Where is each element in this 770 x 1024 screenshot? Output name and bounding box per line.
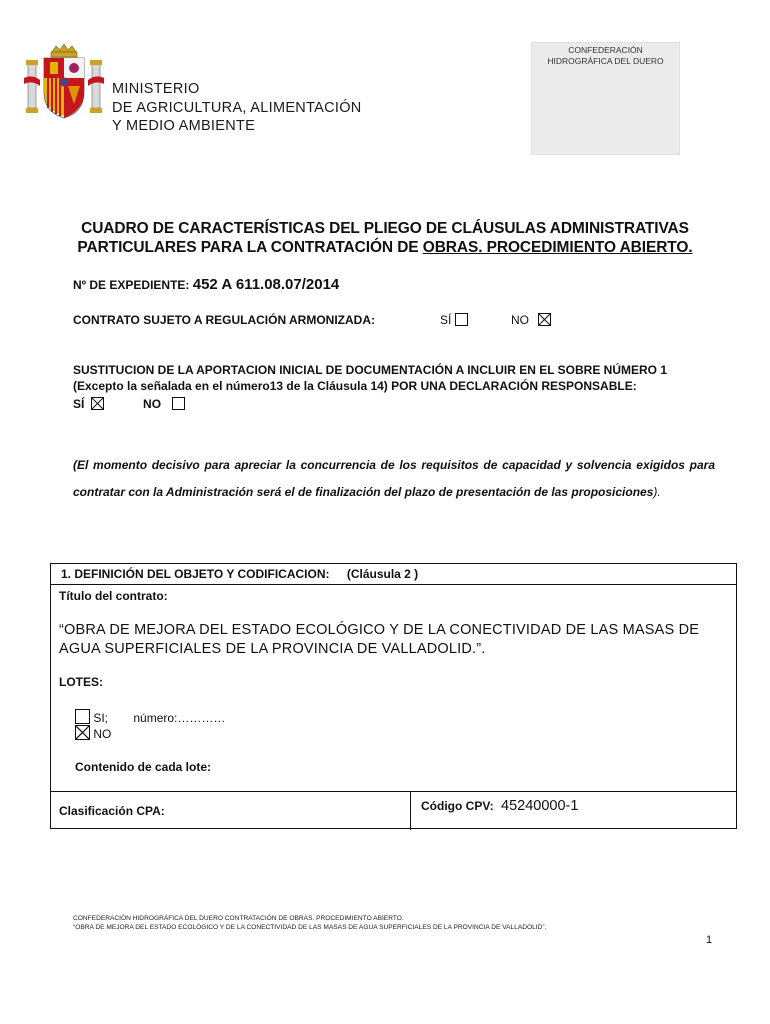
confederation-name bbox=[532, 45, 679, 67]
lotes-no-label: NO bbox=[93, 727, 112, 741]
title-line-1: CUADRO DE CARACTERÍSTICAS DEL PLIEGO DE CLÁUSULAS ADMINISTRATIVAS bbox=[81, 220, 689, 237]
regulacion-no-label: NO bbox=[511, 313, 529, 327]
section-1-clause: (Cláusula 2 ) bbox=[346, 567, 419, 581]
momento-text: (El momento decisivo para apreciar la concurrencia de los requisitos de capacidad y solvencia exigidos para contratar con la Administración será el de finalización del plazo de presentación de las proposiciones bbox=[73, 458, 715, 499]
expediente-value: 452 A 611.08.07/2014 bbox=[192, 276, 340, 293]
expediente-row bbox=[73, 276, 339, 293]
sustitucion-block bbox=[73, 362, 667, 412]
confederation-line-1: CONFEDERACIÓN bbox=[568, 45, 643, 55]
lotes-si-option bbox=[75, 709, 225, 725]
regulacion-no-checkbox[interactable] bbox=[538, 313, 551, 326]
titulo-label: Título del contrato: bbox=[59, 589, 168, 603]
clasificacion-row bbox=[51, 791, 736, 829]
footer-line-1: CONFEDERACIÓN HIDROGRÁFICA DEL DUERO CONTRATACIÓN DE OBRAS. PROCEDIMIENTO ABIERTO. bbox=[73, 915, 404, 922]
cpv-label: Código CPV: bbox=[421, 799, 494, 813]
cross-mark-icon bbox=[76, 726, 89, 739]
document-title bbox=[30, 219, 740, 257]
cross-mark-icon bbox=[539, 314, 550, 325]
expediente-label: Nº DE EXPEDIENTE: bbox=[73, 278, 190, 292]
cpv-value: 45240000-1 bbox=[501, 798, 579, 814]
section-1-heading-text: 1. DEFINICIÓN DEL OBJETO Y CODIFICACION: bbox=[61, 567, 330, 581]
coat-of-arms-spain-icon bbox=[24, 42, 104, 122]
regulacion-label: CONTRATO SUJETO A REGULACIÓN ARMONIZADA: bbox=[73, 313, 375, 327]
page-number: 1 bbox=[706, 934, 713, 946]
ministry-line-1: MINISTERIO bbox=[112, 81, 200, 97]
sustitucion-options bbox=[73, 396, 667, 412]
regulacion-si-checkbox[interactable] bbox=[455, 313, 468, 326]
regulacion-si-label: SÍ bbox=[440, 313, 452, 327]
confederation-stamp-box bbox=[531, 42, 680, 155]
sustitucion-si-label: SÍ bbox=[73, 397, 85, 411]
cpa-label: Clasificación CPA: bbox=[59, 804, 165, 818]
momento-tail: ). bbox=[653, 484, 661, 499]
page-footer bbox=[73, 914, 546, 932]
regulacion-si-option bbox=[440, 313, 468, 327]
contenido-lote-label: Contenido de cada lote: bbox=[75, 760, 212, 774]
cross-mark-icon bbox=[92, 398, 103, 409]
cpv-field bbox=[421, 798, 578, 814]
sustitucion-line-2: (Excepto la señalada en el número13 de la Cláusula 14) POR UNA DECLARACIÓN RESPONSABLE: bbox=[73, 379, 637, 393]
lotes-si-checkbox[interactable] bbox=[75, 709, 90, 724]
ministry-line-2: DE AGRICULTURA, ALIMENTACIÓN bbox=[112, 99, 362, 116]
sustitucion-no-checkbox[interactable] bbox=[172, 397, 185, 410]
confederation-line-2: HIDROGRÁFICA DEL DUERO bbox=[547, 56, 664, 66]
title-line-2-underlined: OBRAS. PROCEDIMIENTO ABIERTO. bbox=[422, 239, 693, 256]
lotes-no-checkbox[interactable] bbox=[75, 725, 90, 740]
momento-paragraph bbox=[73, 452, 715, 505]
section-1-table bbox=[50, 563, 737, 829]
ministry-name bbox=[112, 80, 362, 136]
sustitucion-si-checkbox[interactable] bbox=[91, 397, 104, 410]
sustitucion-no-label: NO bbox=[143, 397, 162, 411]
titulo-value: “OBRA DE MEJORA DEL ESTADO ECOLÓGICO Y DE LA CONECTIVIDAD DE LAS MASAS DE AGUA SUPERFICIALES DE LA PROVINCIA DE VALLADOLID.”. bbox=[59, 622, 700, 657]
section-1-heading bbox=[51, 564, 736, 585]
lotes-numero: número:………… bbox=[133, 711, 226, 725]
sustitucion-line-1: SUSTITUCION DE LA APORTACION INICIAL DE DOCUMENTACIÓN A INCLUIR EN EL SOBRE NÚMERO 1 bbox=[73, 363, 668, 377]
lotes-label: LOTES: bbox=[59, 675, 103, 689]
ministry-line-3: Y MEDIO AMBIENTE bbox=[112, 118, 256, 134]
clasificacion-divider bbox=[410, 792, 411, 830]
footer-line-2: “OBRA DE MEJORA DEL ESTADO ECOLÓGICO Y DE LA CONECTIVIDAD DE LAS MASAS DE AGUA SUPERFICIALES DE LA PROVINCIA DE VALLADOLID”. bbox=[73, 924, 547, 931]
title-line-2 bbox=[30, 238, 740, 257]
lotes-si-label: SI; bbox=[93, 711, 109, 725]
lotes-no-option bbox=[75, 725, 111, 741]
title-line-2-prefix: PARTICULARES PARA LA CONTRATACIÓN DE bbox=[77, 239, 423, 256]
regulacion-no-option bbox=[511, 313, 551, 327]
